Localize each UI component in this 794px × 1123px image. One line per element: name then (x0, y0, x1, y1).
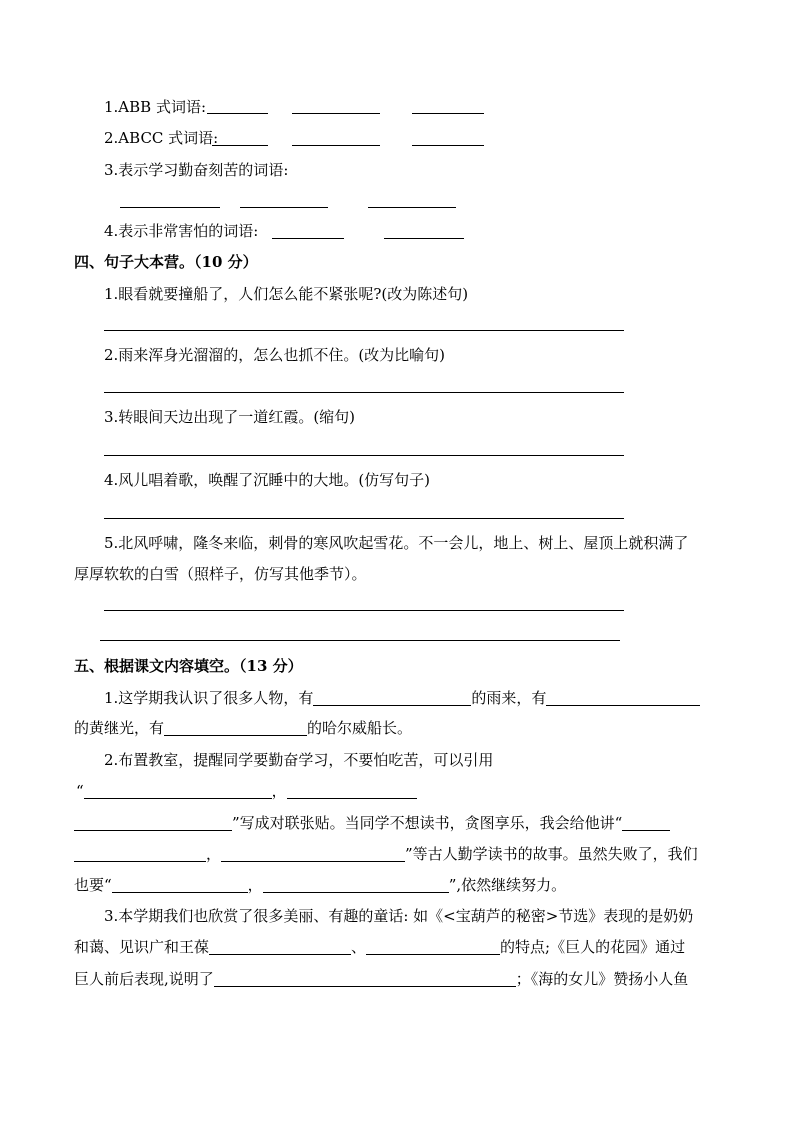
s4-q5-line1: 5.北风呼啸，隆冬来临，刺骨的寒风吹起雪花。不一会儿，地上、树上、屋顶上就积满了 (104, 534, 689, 552)
s5-q1-blank-3[interactable] (164, 720, 307, 736)
s5-q2-line1: 2.布置教室，提醒同学要勤奋学习，不要怕吃苦，可以引用 (104, 751, 494, 769)
q3-3-label: 3.表示学习勤奋刻苦的词语: (104, 161, 289, 179)
s5-q2-line2 (76, 782, 417, 800)
s5-q2-comma-3: ， (247, 876, 263, 894)
s5-q2-text-c: ”等古人勤学读书的故事。虽然失败了，我们 (405, 845, 698, 863)
s5-q3-text-b: 的特点;《巨人的花园》通过 (500, 938, 686, 956)
s5-q1-line1 (104, 689, 700, 707)
s5-q1-text-b: 的雨来，有 (471, 689, 547, 707)
s5-q1-text-c: 的黄继光，有 (74, 719, 165, 737)
q3-2-label: 2.ABCC 式词语: (104, 129, 219, 147)
s5-q1-line2 (74, 719, 412, 737)
q3-3-blank-3[interactable] (368, 207, 456, 208)
s5-q2-line3 (74, 814, 670, 832)
s5-q3-text-a: 和蔼、见识广和王葆 (74, 938, 210, 956)
section5-title: 五、根据课文内容填空。（13 分） (74, 657, 303, 675)
s4-q3-answer-line[interactable] (104, 455, 624, 456)
s5-q2-blank-6[interactable] (221, 846, 405, 862)
q3-2-blank-2[interactable] (292, 145, 380, 146)
s5-q3-line2 (74, 938, 685, 956)
q3-3-blank-1[interactable] (120, 207, 220, 208)
s4-q2: 2.雨来浑身光溜溜的，怎么也抓不住。(改为比喻句) (104, 346, 446, 364)
s4-q4-answer-line[interactable] (104, 518, 624, 519)
q3-3-blank-2[interactable] (240, 207, 328, 208)
s5-q2-comma-2: ， (206, 845, 222, 863)
q3-1-blank-3[interactable] (412, 113, 484, 114)
s5-q2-text-b: ”写成对联张贴。当同学不想读书，贪图享乐，我会给他讲“ (232, 814, 623, 832)
s5-q3-blank-3[interactable] (214, 971, 516, 987)
s5-q2-blank-4[interactable] (622, 815, 670, 831)
s5-q1-blank-2[interactable] (546, 690, 700, 706)
s5-q2-open-quote: “ (76, 782, 84, 800)
s5-q2-text-d: 也要“ (74, 876, 112, 894)
s4-q3: 3.转眼间天边出现了一道红霞。(缩句) (104, 408, 356, 426)
s5-q2-blank-5[interactable] (74, 846, 206, 862)
s5-q2-line4 (74, 845, 698, 863)
q3-2-blank-1[interactable] (212, 145, 268, 146)
q3-1-blank-2[interactable] (292, 113, 380, 114)
q3-4-blank-2[interactable] (384, 238, 464, 239)
s5-q3-text-d: ；《海的女儿》赞扬小人鱼 (515, 970, 689, 988)
s4-q2-answer-line[interactable] (104, 392, 624, 393)
s5-q3-blank-1[interactable] (209, 939, 351, 955)
s5-q3-blank-2[interactable] (366, 939, 500, 955)
s4-q5-answer-line-1[interactable] (104, 610, 624, 611)
s5-q1-blank-1[interactable] (313, 690, 471, 706)
s5-q3-sep: 、 (351, 938, 367, 956)
s5-q2-line5 (74, 876, 566, 894)
s4-q1: 1.眼看就要撞船了，人们怎么能不紧张呢?(改为陈述句) (104, 285, 469, 303)
s5-q3-line1: 3.本学期我们也欣赏了很多美丽、有趣的童话: 如《<宝葫芦的秘密>节选》表现的是奶奶 (104, 907, 694, 925)
s5-q2-blank-2[interactable] (287, 783, 417, 799)
section4-title: 四、句子大本营。（10 分） (74, 253, 258, 271)
s5-q3-line3 (74, 970, 688, 988)
s4-q5-answer-line-2[interactable] (100, 640, 620, 641)
s4-q1-answer-line[interactable] (104, 330, 624, 331)
s5-q1-text-a: 1.这学期我认识了很多人物，有 (104, 689, 314, 707)
q3-1-blank-1[interactable] (207, 113, 268, 114)
s5-q1-text-d: 的哈尔威船长。 (307, 719, 413, 737)
q3-1-label: 1.ABB 式词语: (104, 98, 207, 116)
s5-q2-text-e: ”,依然继续努力。 (448, 876, 567, 894)
s5-q2-comma-1: ， (271, 782, 287, 800)
q3-4-blank-1[interactable] (272, 238, 344, 239)
s5-q2-blank-8[interactable] (263, 877, 449, 893)
s5-q2-blank-7[interactable] (112, 877, 248, 893)
s4-q4: 4.风儿唱着歌，唤醒了沉睡中的大地。(仿写句子) (104, 471, 431, 489)
q3-2-blank-3[interactable] (412, 145, 484, 146)
s5-q3-text-c: 巨人前后表现,说明了 (74, 970, 214, 988)
s4-q5-line2: 厚厚软软的白雪（照样子，仿写其他季节）。 (74, 565, 367, 583)
s5-q2-blank-3[interactable] (74, 815, 232, 831)
q3-4-label: 4.表示非常害怕的词语: (104, 222, 259, 240)
s5-q2-blank-1[interactable] (84, 783, 272, 799)
